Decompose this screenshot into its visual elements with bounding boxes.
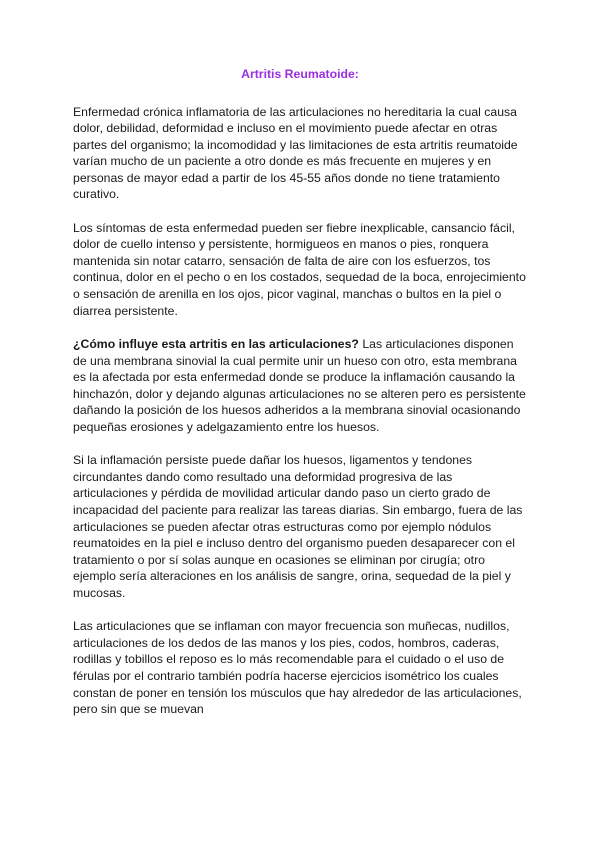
paragraph-lead-question: ¿Cómo influye esta artritis en las articulaciones? (73, 337, 359, 352)
paragraph-text: Las articulaciones que se inflaman con mayor frecuencia son muñecas, nudillos, articulaciones de los dedos de las manos y los pies, codos, hombros, caderas, rodillas y tobillos el reposo es lo más recomendable para el cuidado o el uso de férulas por el contrario también podría hacerse ejercicios isométrico los cuales constan de poner en tensión los músculos que hay alrededor de las articulaciones, pero sin que se muevan (73, 619, 522, 717)
paragraph-persistent-inflammation (73, 452, 527, 601)
paragraph-definition (73, 104, 527, 203)
page-title: Artritis Reumatoide: (241, 67, 359, 81)
paragraph-symptoms (73, 220, 527, 319)
document-body (73, 66, 527, 735)
paragraph-text: Si la inflamación persiste puede dañar los huesos, ligamentos y tendones circundantes dando como resultado una deformidad progresiva de las articulaciones y pérdida de movilidad articular dando paso un cierto grado de incapacidad del paciente para realizar las tareas diarias. Sin embargo, fuera de las articulaciones se pueden afectar otras estructuras como por ejemplo nódulos reumatoides en la piel e incluso dentro del organismo pueden desaparecer con el tratamiento o por sí solas aunque en ocasiones se eliminan por cirugía; otro ejemplo sería alteraciones en los análisis de sangre, orina, sequedad de la piel y mucosas. (73, 453, 523, 600)
paragraph-text: Las articulaciones disponen de una membrana sinovial la cual permite unir un hueso con otro, esta membrana es la afectada por esta enfermedad donde se produce la inflamación causando la hinchazón, dolor y dejando algunas articulaciones no se alteren pero es persistente dañando la posición de los huesos adheridos a la membrana sinovial ocasionando pequeñas erosiones y adelgazamiento entre los huesos. (73, 337, 526, 434)
paragraph-text: Los síntomas de esta enfermedad pueden ser fiebre inexplicable, cansancio fácil, dolor de cuello intenso y persistente, hormigueos en manos o pies, ronquera mantenida sin notar catarro, sensación de falta de aire con los esfuerzos, tos continua, dolor en el pecho o en los costados, sequedad de la boca, enrojecimiento o sensación de arenilla en los ojos, picor vaginal, manchas o bultos en la piel o diarrea persistente. (73, 220, 526, 318)
paragraph-affected-joints (73, 618, 527, 717)
paragraph-joints-influence (73, 336, 527, 435)
paragraph-text: Enfermedad crónica inflamatoria de las articulaciones no hereditaria la cual causa dolor, debilidad, deformidad e incluso en el movimiento puede afectar en otras partes del organismo; la incomodidad y las limitaciones de esta artritis reumatoide varían mucho de un paciente a otro donde es más frecuente en mujeres y en personas de mayor edad a partir de los 45-55 años donde no tiene tratamiento curativo. (73, 104, 518, 202)
